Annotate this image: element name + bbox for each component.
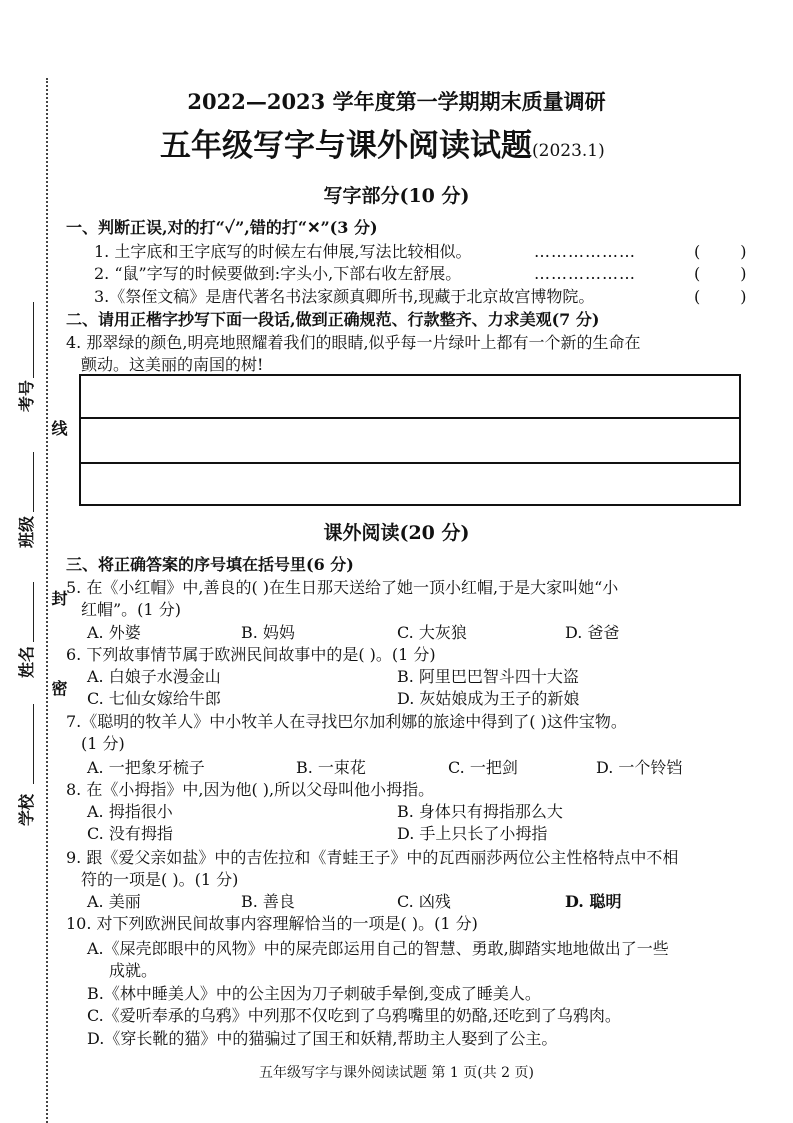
q10-text-line1: 10. 对下列欧洲民间故事内容理解恰当的一项是( )。(1 分)	[66, 914, 478, 933]
exam-title-main: 五年级写字与课外阅读试题	[160, 128, 532, 164]
q9-option-c: C. 凶残	[397, 892, 451, 911]
margin-label-kaohao: 考号	[17, 379, 36, 412]
section-title-reading: 课外阅读(20 分)	[323, 522, 470, 544]
q1-item-2-answer[interactable]: ( )	[694, 264, 747, 283]
page-footer: 五年级写字与课外阅读试题 第 1 页(共 2 页)	[259, 1065, 534, 1081]
kaohao-fill-line[interactable]	[33, 302, 34, 378]
exam-title	[160, 120, 605, 165]
q10-option-a-cont: 成就。	[109, 961, 158, 980]
q9-option-b: B. 善良	[241, 892, 295, 911]
copy-writing-box[interactable]	[79, 374, 741, 506]
xuexiao-fill-line[interactable]	[33, 704, 34, 784]
binding-label-mi: 密	[49, 680, 68, 696]
binding-label-feng: 封	[49, 590, 68, 606]
writing-row-divider	[81, 417, 739, 419]
q1-item-1-answer[interactable]: ( )	[694, 242, 747, 261]
binding-label-xian: 线	[49, 420, 68, 436]
q9-option-d: D. 聪明	[565, 892, 622, 911]
q7-text-line2: (1 分)	[81, 734, 125, 753]
section-title-writing: 写字部分(10 分)	[323, 185, 470, 207]
q7-option-c: C. 一把剑	[448, 758, 518, 777]
q10-option-a: A.《屎壳郎眼中的风物》中的屎壳郎运用自己的智慧、勇敢,脚踏实地地做出了一些	[87, 939, 669, 958]
q5-option-a: A. 外婆	[87, 623, 141, 642]
q5-text-line2: 红帽”。(1 分)	[81, 600, 181, 619]
q1-item-1: 1. 土字底和王字底写的时候左右伸展,写法比较相似。	[94, 242, 472, 261]
q7-option-b: B. 一束花	[296, 758, 366, 777]
q1-item-3: 3.《祭侄文稿》是唐代著名书法家颜真卿所书,现藏于北京故宫博物院。	[94, 287, 595, 306]
q6-option-b: B. 阿里巴巴智斗四十大盗	[397, 667, 579, 686]
margin-label-xuexiao: 学校	[17, 793, 36, 826]
q10-option-b: B.《林中睡美人》中的公主因为刀子刺破手晕倒,变成了睡美人。	[87, 984, 541, 1003]
q1-item-2: 2. “鼠”字写的时候要做到:字头小,下部右收左舒展。	[94, 264, 462, 283]
q4-text-line2: 颤动。这美丽的南国的树!	[81, 355, 264, 374]
q10-option-c: C.《爱听奉承的乌鸦》中列那不仅吃到了乌鸦嘴里的奶酪,还吃到了乌鸦肉。	[87, 1006, 621, 1025]
q8-option-c: C. 没有拇指	[87, 824, 173, 843]
q3-heading: 三、将正确答案的序号填在括号里(6 分)	[66, 555, 354, 574]
margin-label-xingming: 姓名	[17, 645, 36, 678]
q9-option-a: A. 美丽	[87, 892, 141, 911]
exam-title-year: (2023.1)	[532, 141, 605, 161]
q6-option-a: A. 白娘子水漫金山	[87, 667, 221, 686]
q9-text-line1: 9. 跟《爱父亲如盐》中的吉佐拉和《青蛙王子》中的瓦西丽莎两位公主性格特点中不相	[66, 848, 679, 867]
exam-subtitle: 2022—2023 学年度第一学期期末质量调研	[187, 89, 606, 114]
q1-heading: 一、判断正误,对的打“✓”,错的打“✕”(3 分)	[66, 218, 378, 237]
margin-label-banji: 班级	[17, 515, 36, 548]
binding-dotted-line	[46, 78, 48, 1123]
q2-heading: 二、请用正楷字抄写下面一段话,做到正确规范、行款整齐、力求美观(7 分)	[66, 310, 600, 329]
q10-option-d: D.《穿长靴的猫》中的猫骗过了国王和妖精,帮助主人娶到了公主。	[87, 1029, 558, 1048]
q1-item-3-answer[interactable]: ( )	[694, 287, 747, 306]
q8-text-line1: 8. 在《小拇指》中,因为他( ),所以父母叫他小拇指。	[66, 780, 435, 799]
writing-row-divider	[81, 462, 739, 464]
xingming-fill-line[interactable]	[33, 582, 34, 642]
q5-option-c: C. 大灰狼	[397, 623, 467, 642]
q8-option-b: B. 身体只有拇指那么大	[397, 802, 563, 821]
q5-option-d: D. 爸爸	[565, 623, 620, 642]
q1-item-2-dots: ………………	[534, 264, 636, 283]
q1-item-1-dots: ………………	[534, 242, 636, 261]
q7-text-line1: 7.《聪明的牧羊人》中小牧羊人在寻找巴尔加利娜的旅途中得到了( )这件宝物。	[66, 712, 627, 731]
q8-option-d: D. 手上只长了小拇指	[397, 824, 548, 843]
q7-option-a: A. 一把象牙梳子	[87, 758, 205, 777]
q9-text-line2: 符的一项是( )。(1 分)	[81, 870, 239, 889]
q6-option-d: D. 灰姑娘成为王子的新娘	[397, 689, 580, 708]
q5-option-b: B. 妈妈	[241, 623, 295, 642]
banji-fill-line[interactable]	[33, 452, 34, 512]
q4-text-line1: 4. 那翠绿的颜色,明亮地照耀着我们的眼睛,似乎每一片绿叶上都有一个新的生命在	[66, 333, 641, 352]
q6-option-c: C. 七仙女嫁给牛郎	[87, 689, 221, 708]
q7-option-d: D. 一个铃铛	[596, 758, 683, 777]
q5-text-line1: 5. 在《小红帽》中,善良的( )在生日那天送给了她一顶小红帽,于是大家叫她“小	[66, 578, 619, 597]
q6-text-line1: 6. 下列故事情节属于欧洲民间故事中的是( )。(1 分)	[66, 645, 436, 664]
q8-option-a: A. 拇指很小	[87, 802, 173, 821]
